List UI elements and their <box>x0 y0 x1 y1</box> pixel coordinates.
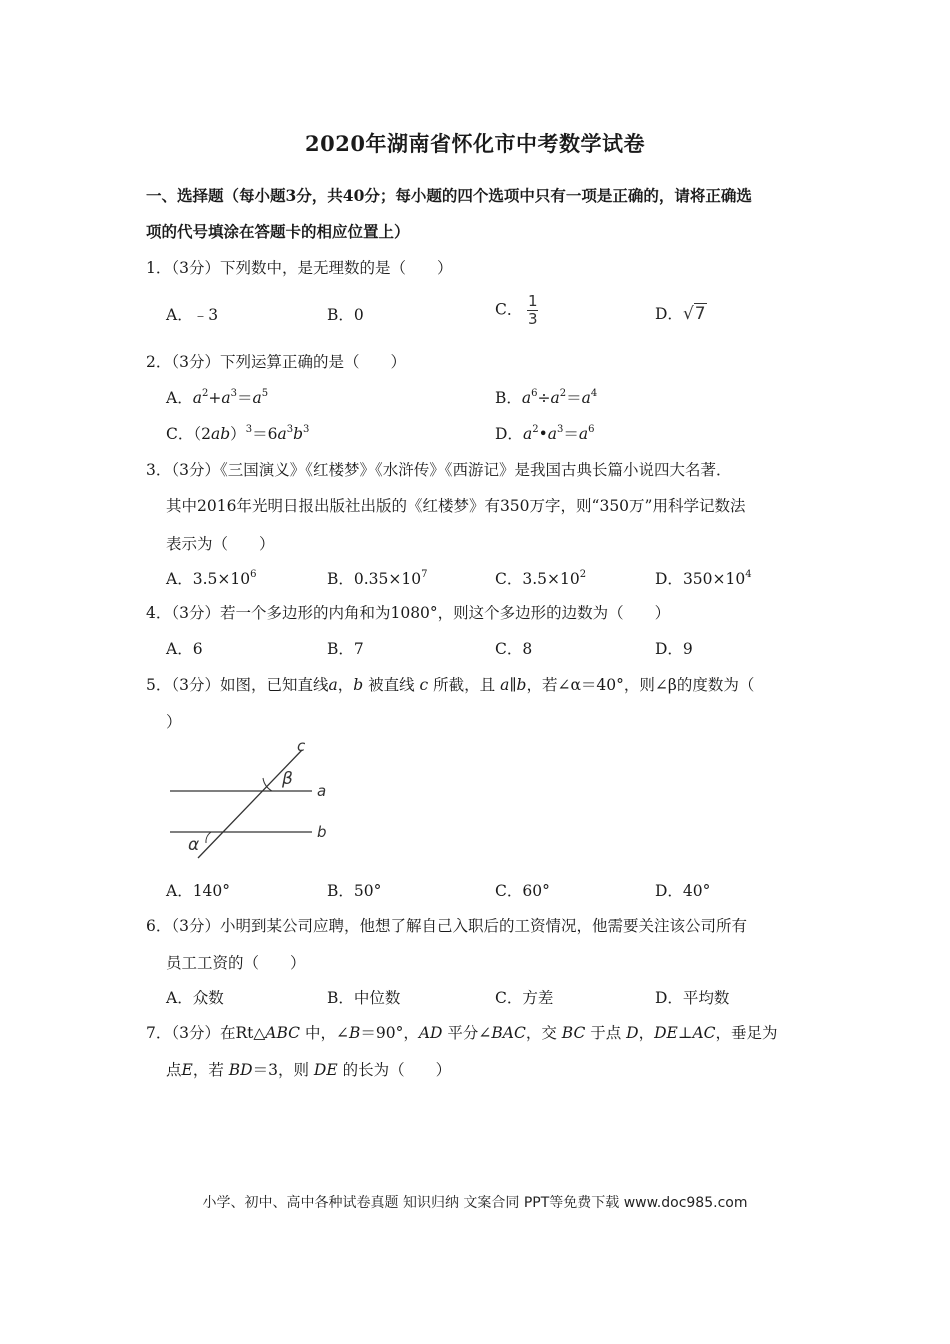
q1-stem: 1．（3分）下列数中，是无理数的是（ ） <box>146 259 453 277</box>
q7-stem-line2: 点E，若 BD＝3，则 DE 的长为（ ） <box>166 1061 452 1079</box>
q1-option-b: B．0 <box>327 306 364 324</box>
alpha-arc <box>206 832 211 843</box>
q7-stem-line2-prefix: 点 <box>166 1061 182 1079</box>
q3-option-d: D．$350\times 10^4$ <box>655 569 752 588</box>
q3-stem-line3: 表示为（ ） <box>166 535 275 553</box>
q4-option-d: D．9 <box>655 640 693 658</box>
label-b: b <box>317 823 327 841</box>
q2-option-b-label: B． <box>495 389 522 407</box>
q6-option-a: A．众数 <box>166 989 224 1007</box>
q3-stem-line2: 其中2016年光明日报出版社出版的《红楼梦》有350万字，则“350万”用科学记数法 <box>166 497 746 515</box>
section-heading-line2: 项的代号填涂在答题卡的相应位置上） <box>146 222 410 241</box>
q2-option-c: C．$(2ab)^3=6a^3b^3$ <box>166 424 310 443</box>
q1-option-a: A．﹣3 <box>166 306 219 324</box>
q4-option-a: A．6 <box>166 640 203 658</box>
q2-stem: 2．（3分）下列运算正确的是（ ） <box>146 353 406 371</box>
footer-text: 小学、初中、高中各种试卷真题 知识归纳 文案合同 PPT等免费下载 www.doc985.com <box>202 1195 748 1211</box>
q3-option-d-label: D． <box>655 570 683 588</box>
q7-stem-line1: 7．（3分）在Rt△ABC 中，∠B＝90°，AD 平分∠BAC，交 BC 于点 D，DE⊥AC，垂足为 <box>146 1024 778 1042</box>
q2-option-d: D．$a^2•a^3=a^6$ <box>495 424 595 443</box>
q1-option-d <box>655 302 707 324</box>
q6-option-d: D．平均数 <box>655 989 730 1007</box>
q5-stem-line2: ） <box>166 713 182 731</box>
q6-stem-line1: 6．（3分）小明到某公司应聘，他想了解自己入职后的工资情况，他需要关注该公司所有 <box>146 917 747 935</box>
q5-option-c: C．60° <box>495 882 550 900</box>
q2-option-c-label: C． <box>166 425 194 443</box>
q5-option-b: B．50° <box>327 882 382 900</box>
q4-option-b: B．7 <box>327 640 364 658</box>
q4-stem: 4．（3分）若一个多边形的内角和为1080°，则这个多边形的边数为（ ） <box>146 604 671 622</box>
q5-stem-line1: 5．（3分）如图，已知直线a，b 被直线 c 所截，且 a∥b，若∠α＝40°，则∠β的度数为（ <box>146 676 755 694</box>
label-a: a <box>317 782 327 800</box>
q6-stem-line2: 员工工资的（ ） <box>166 954 306 972</box>
line-c <box>198 750 302 858</box>
label-beta: β <box>282 769 293 789</box>
label-alpha: α <box>188 835 200 855</box>
q2-option-a: A．$a^2+a^3=a^5$ <box>166 388 269 407</box>
fraction-numerator: 1 <box>528 292 538 310</box>
q5-option-a: A．140° <box>166 882 231 900</box>
q3-option-a-label: A． <box>166 570 193 588</box>
q2-option-d-label: D． <box>495 425 523 443</box>
q6-option-c: C．方差 <box>495 989 554 1007</box>
q5-stem-suffix: ，若∠α＝40°，则∠β的度数为（ <box>526 676 755 694</box>
sqrt-seven: √7 <box>682 304 706 324</box>
q5-stem-prefix: 5．（3分）如图，已知直线 <box>146 676 329 694</box>
q3-option-c: C．$3.5\times 10^2$ <box>495 569 587 588</box>
section-heading-line1: 一、选择题（每小题3分，共40分；每小题的四个选项中只有一项是正确的，请将正确选 <box>146 186 752 205</box>
fraction-denominator: 3 <box>528 310 538 328</box>
exam-title: 2020年湖南省怀化市中考数学试卷 <box>305 131 645 156</box>
q1-option-c <box>495 294 538 327</box>
q6-option-b: B．中位数 <box>327 989 401 1007</box>
q5-option-d: D．40° <box>655 882 711 900</box>
q3-option-c-label: C． <box>495 570 523 588</box>
parallel-lines-figure <box>164 738 344 860</box>
q4-option-c: C．8 <box>495 640 533 658</box>
q3-option-b-label: B． <box>327 570 354 588</box>
q3-stem-line1: 3．（3分）《三国演义》《红楼梦》《水浒传》《西游记》是我国古典长篇小说四大名著． <box>146 461 732 479</box>
q1-option-c-label: C． <box>495 300 523 319</box>
q1-option-d-label: D． <box>655 305 683 323</box>
q7-stem-prefix: 7．（3分）在Rt△ <box>146 1024 266 1042</box>
q3-option-b: B．$0.35\times 10^7$ <box>327 569 428 588</box>
fraction-one-third <box>527 294 538 327</box>
q2-option-a-label: A． <box>166 389 193 407</box>
q2-option-b: B．$a^6\div a^2=a^4$ <box>495 388 598 407</box>
q3-option-a: A．$3.5\times 10^6$ <box>166 569 257 588</box>
sqrt-radicand: 7 <box>694 304 706 324</box>
label-c: c <box>297 738 306 755</box>
